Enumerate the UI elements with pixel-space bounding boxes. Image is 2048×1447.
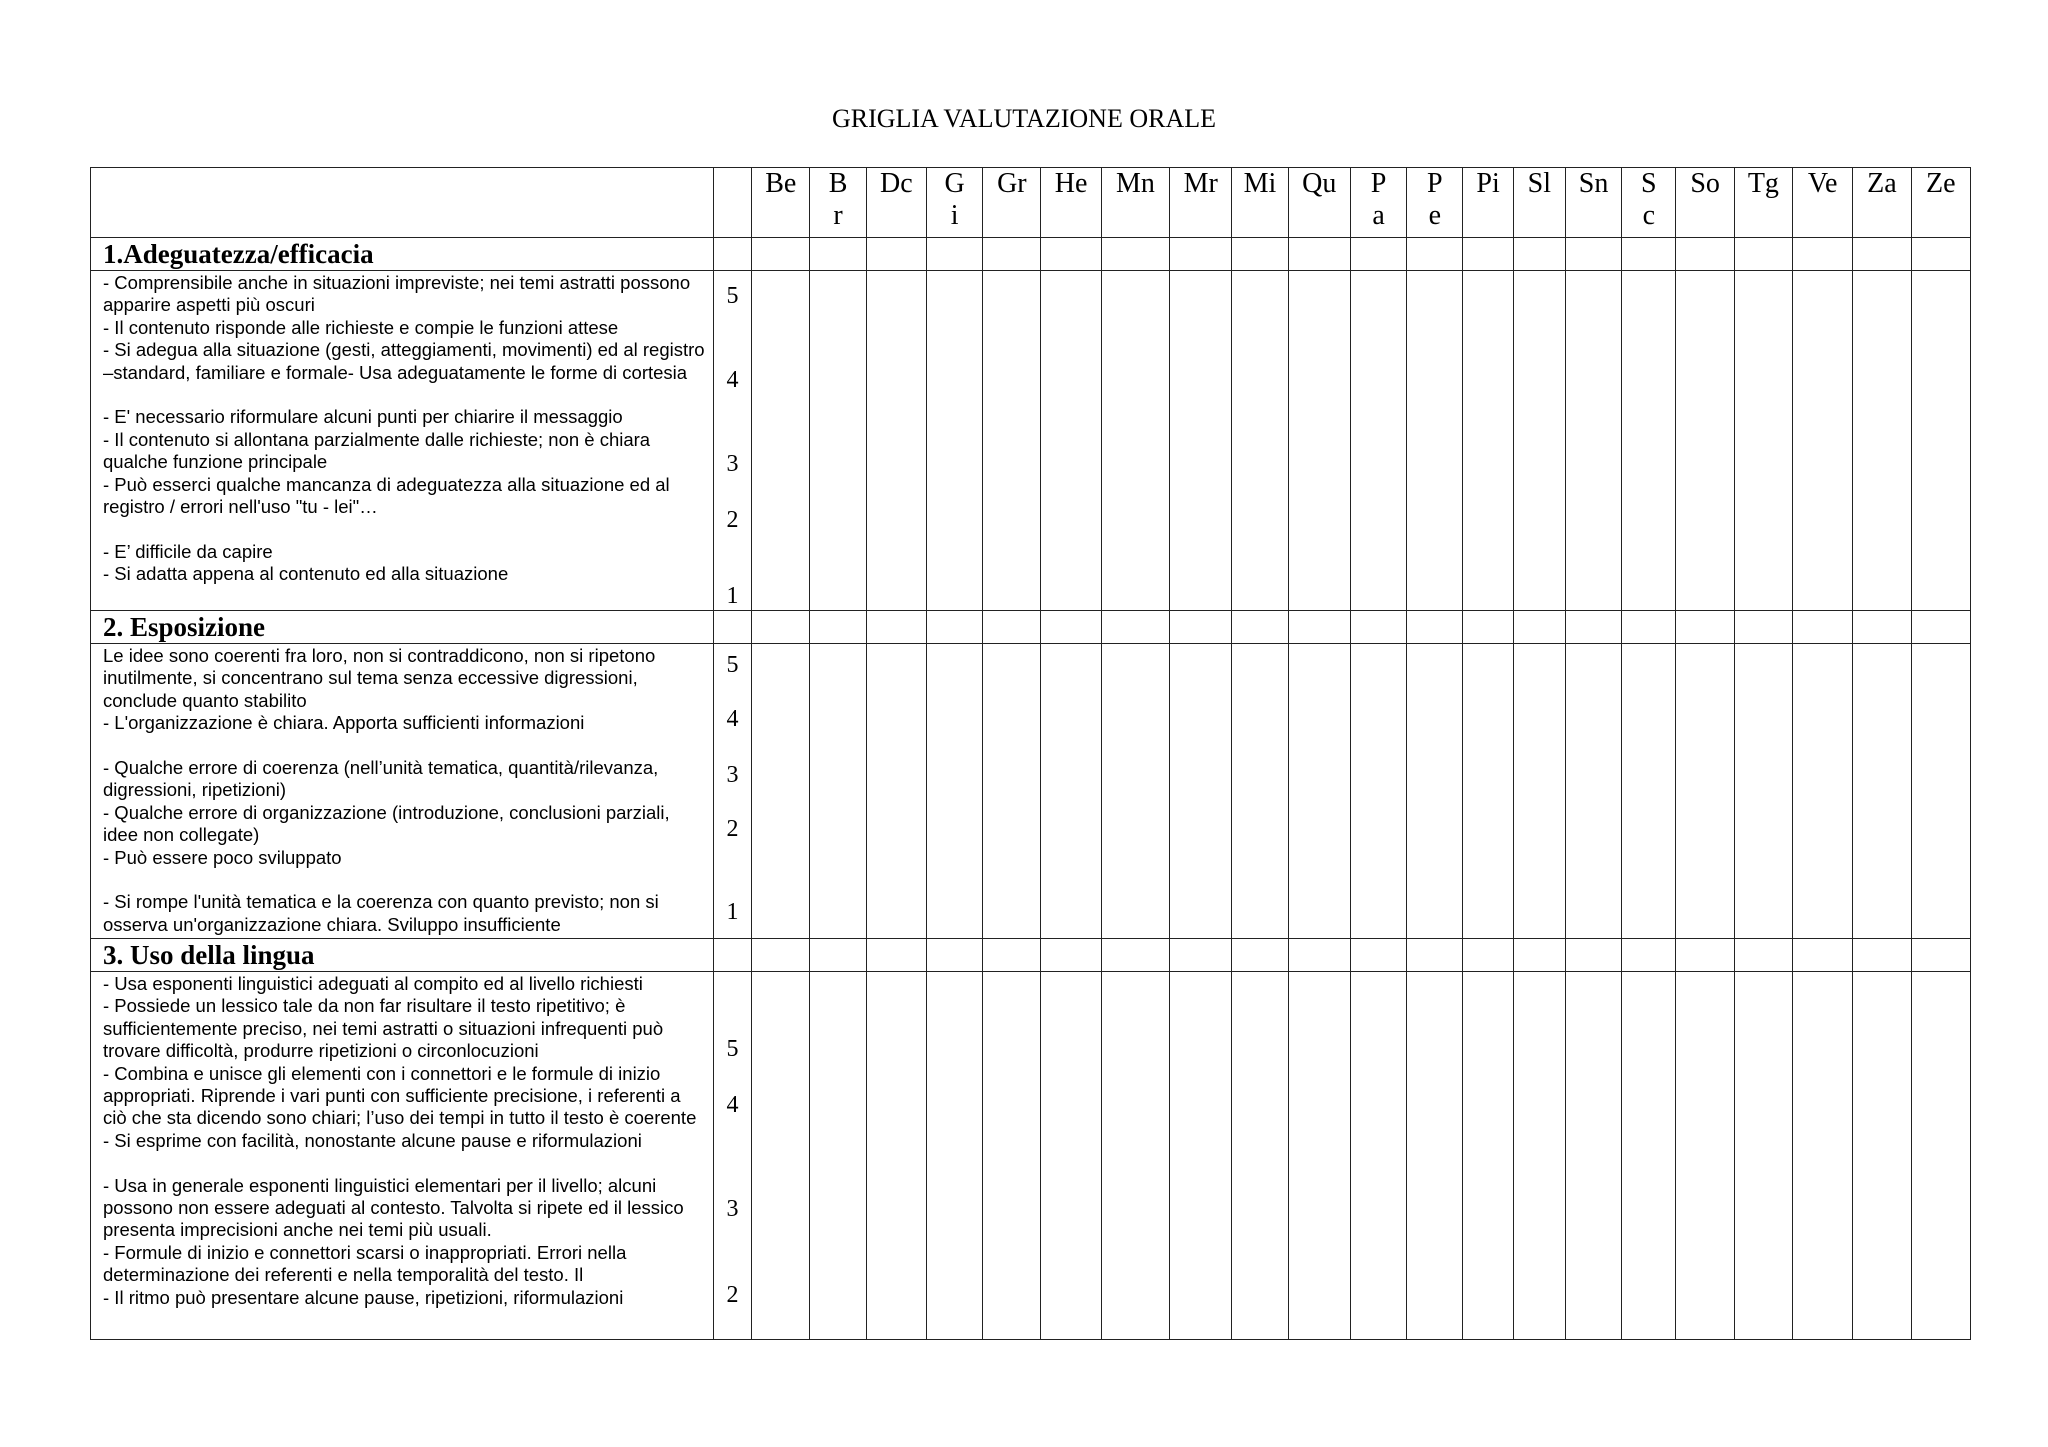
empty-cell	[713, 611, 751, 644]
empty-cell	[1513, 611, 1565, 644]
empty-cell	[1565, 611, 1621, 644]
score-level: 1	[726, 583, 739, 609]
empty-cell	[1911, 611, 1970, 644]
student-column-header: He	[1041, 168, 1101, 238]
student-column-header: Ve	[1793, 168, 1853, 238]
section-title: 1.Adeguatezza/efficacia	[91, 238, 714, 271]
student-column-header: Ze	[1911, 168, 1970, 238]
header-score-cell	[713, 168, 751, 238]
student-score-cell[interactable]	[1676, 271, 1734, 611]
student-score-cell[interactable]	[1101, 972, 1169, 1340]
empty-cell	[866, 238, 926, 271]
evaluation-grid	[90, 167, 1971, 1340]
student-score-cell[interactable]	[1565, 644, 1621, 939]
student-column-header: B r	[810, 168, 866, 238]
student-score-cell[interactable]	[752, 271, 810, 611]
student-score-cell[interactable]	[983, 644, 1041, 939]
empty-cell	[1676, 939, 1734, 972]
student-column-header: Tg	[1734, 168, 1792, 238]
empty-cell	[810, 238, 866, 271]
empty-cell	[1041, 611, 1101, 644]
empty-cell	[1676, 611, 1734, 644]
student-score-cell[interactable]	[926, 972, 982, 1340]
student-column-header: So	[1676, 168, 1734, 238]
student-column-header: G i	[926, 168, 982, 238]
student-score-cell[interactable]	[1734, 644, 1792, 939]
student-score-cell[interactable]	[1101, 271, 1169, 611]
student-score-cell[interactable]	[752, 644, 810, 939]
student-score-cell[interactable]	[1170, 271, 1232, 611]
empty-cell	[1513, 238, 1565, 271]
empty-cell	[1170, 611, 1232, 644]
section-description: - Usa esponenti linguistici adeguati al compito ed al livello richiesti - Possiede un lessico tale da non far risultare il testo ripetitivo; è sufficientemente preciso, nei temi astratti o situazioni infrequenti può trovare difficoltà, produrre ripetizioni o circonlocuzioni - Combina e unisce gli elementi con i connettori e le formule di inizio appropriati. Riprende i vari punti con sufficiente precisione, i referenti a ciò che sta dicendo sono chiari; l’uso dei tempi in tutto il testo è coerente - Si esprime con facilità, nonostante alcune pause e riformulazioni - Usa in generale esponenti linguistici elementari per il livello; alcuni possono non essere adeguati al contesto. Talvolta si ripete ed il lessico presenta imprecisioni anche nei temi più usuali. - Formule di inizio e connettori scarsi o inappropriati. Errori nella determinazione dei referenti e nella temporalità del testo. Il - Il ritmo può presentare alcune pause, ripetizioni, riformulazioni	[91, 972, 714, 1340]
student-score-cell[interactable]	[1288, 644, 1350, 939]
student-column-header: Dc	[866, 168, 926, 238]
score-levels	[713, 271, 751, 611]
student-score-cell[interactable]	[1232, 644, 1288, 939]
empty-cell	[752, 939, 810, 972]
empty-cell	[1041, 238, 1101, 271]
student-score-cell[interactable]	[1676, 972, 1734, 1340]
student-score-cell[interactable]	[1513, 644, 1565, 939]
empty-cell	[1793, 611, 1853, 644]
student-column-header: Mi	[1232, 168, 1288, 238]
empty-cell	[1622, 611, 1676, 644]
section-title: 3. Uso della lingua	[91, 939, 714, 972]
empty-cell	[1232, 238, 1288, 271]
empty-cell	[1350, 611, 1406, 644]
empty-cell	[926, 238, 982, 271]
empty-cell	[1463, 238, 1513, 271]
empty-cell	[1288, 611, 1350, 644]
student-score-cell[interactable]	[1793, 644, 1853, 939]
empty-cell	[752, 611, 810, 644]
score-level: 2	[726, 816, 739, 842]
student-score-cell[interactable]	[1565, 972, 1621, 1340]
student-score-cell[interactable]	[983, 972, 1041, 1340]
student-score-cell[interactable]	[1101, 644, 1169, 939]
student-score-cell[interactable]	[1041, 644, 1101, 939]
student-score-cell[interactable]	[810, 644, 866, 939]
score-level: 5	[726, 283, 739, 309]
empty-cell	[866, 939, 926, 972]
student-score-cell[interactable]	[1463, 271, 1513, 611]
student-column-header: Za	[1853, 168, 1911, 238]
empty-cell	[983, 939, 1041, 972]
score-level: 2	[726, 1282, 739, 1308]
student-score-cell[interactable]	[1793, 972, 1853, 1340]
score-level: 2	[726, 507, 739, 533]
section-description: Le idee sono coerenti fra loro, non si contraddicono, non si ripetono inutilmente, si concentrano sul tema senza eccessive digressioni, conclude quanto stabilito - L'organizzazione è chiara. Apporta sufficienti informazioni - Qualche errore di coerenza (nell’unità tematica, quantità/rilevanza, digressioni, ripetizioni) - Qualche errore di organizzazione (introduzione, conclusioni parziali, idee non collegate) - Può essere poco sviluppato - Si rompe l'unità tematica e la coerenza con quanto previsto; non si osserva un'organizzazione chiara. Sviluppo insufficiente	[91, 644, 714, 939]
empty-cell	[926, 939, 982, 972]
student-column-header: Be	[752, 168, 810, 238]
score-level: 4	[726, 1092, 739, 1118]
student-column-header: Gr	[983, 168, 1041, 238]
student-score-cell[interactable]	[926, 271, 982, 611]
score-levels	[713, 972, 751, 1340]
score-level: 3	[726, 762, 739, 788]
student-score-cell[interactable]	[1793, 271, 1853, 611]
student-score-cell[interactable]	[1350, 644, 1406, 939]
score-level: 4	[726, 706, 739, 732]
header-criteria-cell	[91, 168, 714, 238]
empty-cell	[1463, 611, 1513, 644]
empty-cell	[1911, 238, 1970, 271]
empty-cell	[1232, 611, 1288, 644]
student-column-header: Sl	[1513, 168, 1565, 238]
student-score-cell[interactable]	[1853, 644, 1911, 939]
page-title: GRIGLIA VALUTAZIONE ORALE	[831, 104, 1217, 133]
student-score-cell[interactable]	[1463, 972, 1513, 1340]
empty-cell	[1793, 939, 1853, 972]
empty-cell	[1853, 611, 1911, 644]
empty-cell	[1407, 238, 1463, 271]
student-score-cell[interactable]	[1911, 644, 1970, 939]
score-level: 5	[726, 652, 739, 678]
empty-cell	[1041, 939, 1101, 972]
student-score-cell[interactable]	[1350, 271, 1406, 611]
student-score-cell[interactable]	[926, 644, 982, 939]
empty-cell	[1676, 238, 1734, 271]
student-score-cell[interactable]	[1463, 644, 1513, 939]
score-level: 3	[726, 1196, 739, 1222]
student-column-header: Mn	[1101, 168, 1169, 238]
empty-cell	[752, 238, 810, 271]
student-column-header: P e	[1407, 168, 1463, 238]
student-score-cell[interactable]	[1513, 271, 1565, 611]
empty-cell	[1350, 939, 1406, 972]
student-score-cell[interactable]	[1622, 972, 1676, 1340]
student-score-cell[interactable]	[1288, 972, 1350, 1340]
student-score-cell[interactable]	[810, 271, 866, 611]
student-score-cell[interactable]	[1734, 271, 1792, 611]
student-score-cell[interactable]	[1232, 271, 1288, 611]
empty-cell	[1513, 939, 1565, 972]
empty-cell	[1170, 238, 1232, 271]
empty-cell	[810, 611, 866, 644]
student-score-cell[interactable]	[752, 972, 810, 1340]
student-score-cell[interactable]	[1407, 972, 1463, 1340]
student-column-header: Qu	[1288, 168, 1350, 238]
empty-cell	[810, 939, 866, 972]
student-score-cell[interactable]	[1041, 271, 1101, 611]
section-description: - Comprensibile anche in situazioni impreviste; nei temi astratti possono apparire aspetti più oscuri - Il contenuto risponde alle richieste e compie le funzioni attese - Si adegua alla situazione (gesti, atteggiamenti, movimenti) ed al registro –standard, familiare e formale- Usa adeguatamente le forme di cortesia - E' necessario riformulare alcuni punti per chiarire il messaggio - Il contenuto si allontana parzialmente dalle richieste; non è chiara qualche funzione principale - Può esserci qualche mancanza di adeguatezza alla situazione ed al registro / errori nell'uso "tu - lei"… - E’ difficile da capire - Si adatta appena al contenuto ed alla situazione	[91, 271, 714, 611]
student-score-cell[interactable]	[1041, 972, 1101, 1340]
student-score-cell[interactable]	[1853, 271, 1911, 611]
empty-cell	[1170, 939, 1232, 972]
student-score-cell[interactable]	[866, 644, 926, 939]
empty-cell	[1734, 611, 1792, 644]
student-score-cell[interactable]	[1734, 972, 1792, 1340]
empty-cell	[1853, 238, 1911, 271]
student-score-cell[interactable]	[1622, 644, 1676, 939]
student-score-cell[interactable]	[1565, 271, 1621, 611]
empty-cell	[1734, 238, 1792, 271]
empty-cell	[1622, 238, 1676, 271]
student-score-cell[interactable]	[1911, 271, 1970, 611]
empty-cell	[1565, 939, 1621, 972]
student-column-header: Pi	[1463, 168, 1513, 238]
student-score-cell[interactable]	[1911, 972, 1970, 1340]
student-score-cell[interactable]	[1853, 972, 1911, 1340]
student-score-cell[interactable]	[983, 271, 1041, 611]
empty-cell	[1407, 611, 1463, 644]
empty-cell	[866, 611, 926, 644]
student-score-cell[interactable]	[1288, 271, 1350, 611]
empty-cell	[1288, 238, 1350, 271]
student-column-header: P a	[1350, 168, 1406, 238]
empty-cell	[1622, 939, 1676, 972]
student-score-cell[interactable]	[1676, 644, 1734, 939]
empty-cell	[983, 611, 1041, 644]
score-levels	[713, 644, 751, 939]
empty-cell	[1853, 939, 1911, 972]
empty-cell	[1101, 238, 1169, 271]
empty-cell	[1407, 939, 1463, 972]
student-score-cell[interactable]	[1407, 644, 1463, 939]
empty-cell	[1565, 238, 1621, 271]
score-level: 1	[726, 899, 739, 925]
student-score-cell[interactable]	[1407, 271, 1463, 611]
student-column-header: Sn	[1565, 168, 1621, 238]
empty-cell	[1350, 238, 1406, 271]
score-level: 4	[726, 367, 739, 393]
student-score-cell[interactable]	[1622, 271, 1676, 611]
empty-cell	[1101, 611, 1169, 644]
empty-cell	[713, 238, 751, 271]
student-score-cell[interactable]	[1350, 972, 1406, 1340]
empty-cell	[926, 611, 982, 644]
student-score-cell[interactable]	[1170, 972, 1232, 1340]
student-score-cell[interactable]	[1513, 972, 1565, 1340]
empty-cell	[1793, 238, 1853, 271]
student-column-header: S c	[1622, 168, 1676, 238]
section-title: 2. Esposizione	[91, 611, 714, 644]
student-score-cell[interactable]	[866, 972, 926, 1340]
student-score-cell[interactable]	[866, 271, 926, 611]
student-score-cell[interactable]	[810, 972, 866, 1340]
empty-cell	[1734, 939, 1792, 972]
student-score-cell[interactable]	[1170, 644, 1232, 939]
student-score-cell[interactable]	[1232, 972, 1288, 1340]
empty-cell	[713, 939, 751, 972]
score-level: 5	[726, 1036, 739, 1062]
student-column-header: Mr	[1170, 168, 1232, 238]
empty-cell	[983, 238, 1041, 271]
score-level: 3	[726, 451, 739, 477]
empty-cell	[1101, 939, 1169, 972]
empty-cell	[1232, 939, 1288, 972]
empty-cell	[1463, 939, 1513, 972]
empty-cell	[1288, 939, 1350, 972]
empty-cell	[1911, 939, 1970, 972]
